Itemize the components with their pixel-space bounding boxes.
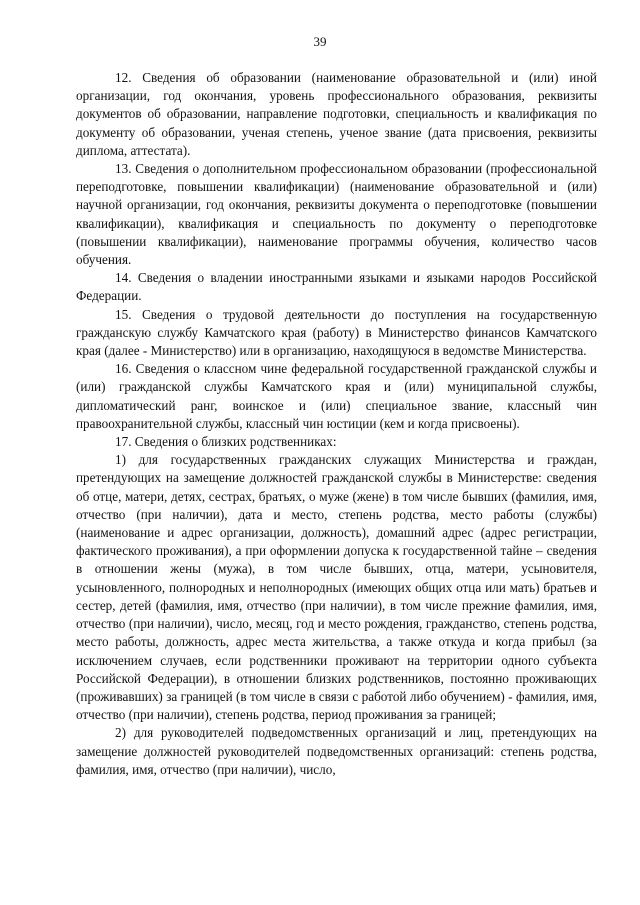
page-number: 39 xyxy=(313,34,327,49)
paragraph-item-15-work-history: 15. Сведения о трудовой деятельности до поступления на государственную гражданскую службу Камчатского края (работу) в Министерство финансов Камчатского края (далее - Министерство) или в организацию, находящуюся в ведомстве Министерства. xyxy=(76,306,597,359)
paragraph-subitem-1-civil-servants: 1) для государственных гражданских служащих Министерства и граждан, претендующих на замещение должностей гражданской службы в Министерстве: сведения об отце, матери, детях, сестрах, братьях, о муже (жене) в том числе бывших (фамилия, имя, отчество (при наличии), дата и место, степень родства, место работы (службы) (наименование и адрес организации, должность), домашний адрес (адрес регистрации, фактического проживания), а при оформлении допуска к государственной тайне – сведения в отношении жены (мужа), в том числе бывших, отца, матери, усыновителя, усыновленного, полнородных и неполнородных (имеющих общих отца или мать) братьев и сестер, детей (фамилия, имя, отчество (при наличии), в том числе прежние фамилия, имя, отчество (при наличии), число, месяц, год и место рождения, гражданство, степень родства, место работы, должность, адрес места жительства, а также откуда и когда прибыл (за исключением случаев, если родственники проживают на территории одного субъекта Российской Федерации), в отношении близких родственников, постоянно проживающих (проживавших) за границей (в том числе в связи с работой либо обучением) - фамилия, имя, отчество (при наличии), степень родства, период проживания за границей; xyxy=(76,452,597,723)
document-body xyxy=(76,69,597,779)
paragraph-item-12-education: 12. Сведения об образовании (наименование образовательной и (или) иной организации, год окончания, уровень профессионального образования, реквизиты документов об образовании, направление подготовки, специальность и квалификация по документу об образовании, ученая степень, ученое звание (дата присвоения, реквизиты диплома, аттестата). xyxy=(76,70,597,158)
paragraph-item-14-languages: 14. Сведения о владении иностранными языками и языками народов Российской Федерации. xyxy=(76,270,597,304)
paragraph-item-13-additional-education: 13. Сведения о дополнительном профессиональном образовании (профессиональной переподготовке, повышении квалификации) (наименование образовательной и (или) научной организации, год окончания, реквизиты документа о переподготовке (повышении квалификации), квалификация и специальность по документу о переподготовке (повышении квалификации), наименование программы обучения, количество часов обучения. xyxy=(76,161,597,268)
paragraph-item-17-relatives-heading: 17. Сведения о близких родственниках: xyxy=(115,434,337,450)
paragraph-item-16-class-rank: 16. Сведения о классном чине федеральной государственной гражданской службы и (или) гражданской службы Камчатского края и (или) муниципальной службы, дипломатический ранг, воинское и (или) специальное звание, классный чин правоохранительной службы, классный чин юстиции (кем и когда присвоены). xyxy=(76,361,597,431)
paragraph-subitem-2-organization-heads: 2) для руководителей подведомственных организаций и лиц, претендующих на замещение должностей руководителей подведомственных организаций: степень родства, фамилия, имя, отчество (при наличии), число, xyxy=(76,725,597,777)
